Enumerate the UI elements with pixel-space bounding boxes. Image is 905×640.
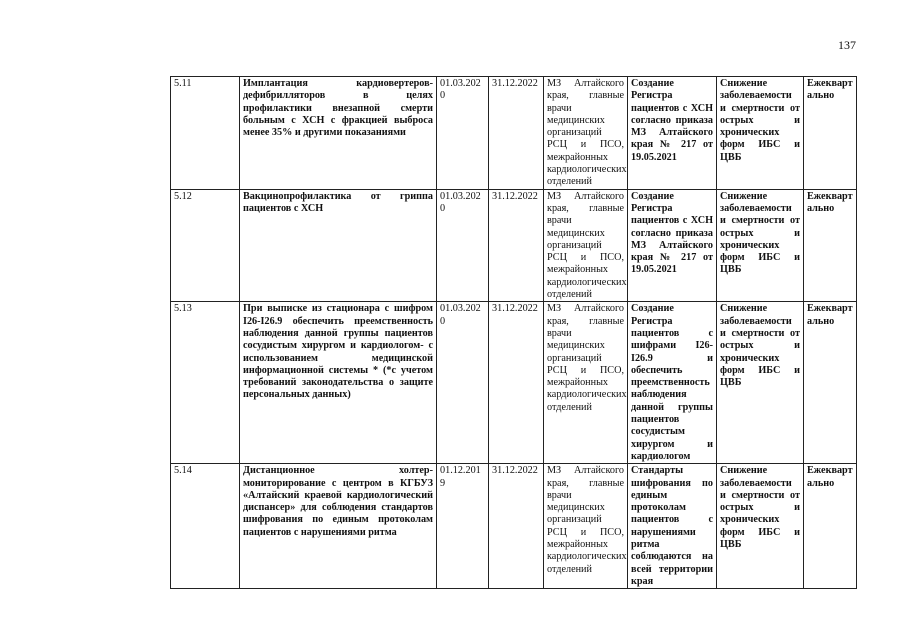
start-date-cell: 01.03.2020 bbox=[437, 77, 489, 190]
row-number: 5.11 bbox=[171, 77, 240, 190]
activity-cell: При выписке из стационара с шифром I26-I26.9 обеспечить преемственность наблюдения данной группы пациентов сосудистым хирургом и кардиологом- с использованием медицинской информационной системы * (*с учетом требований законодательства о защите персональных данных) bbox=[240, 302, 437, 464]
end-date-cell: 31.12.2022 bbox=[489, 464, 544, 589]
responsible-cell: МЗ Алтайского края, главные врачи медицинских организаций РСЦ и ПСО, межрайонных кардиологических отделений bbox=[544, 464, 628, 589]
row-number: 5.13 bbox=[171, 302, 240, 464]
activity-cell: Дистанционное холтер-мониторирование с центром в КГБУЗ «Алтайский краевой кардиологический диспансер» для соблюдения стандартов шифрования по единым протоколам пациентов с нарушениями ритма bbox=[240, 464, 437, 589]
start-date-cell: 01.03.2020 bbox=[437, 189, 489, 302]
end-date-cell: 31.12.2022 bbox=[489, 302, 544, 464]
row-number: 5.14 bbox=[171, 464, 240, 589]
frequency-cell: Ежеквартально bbox=[804, 302, 857, 464]
frequency-cell: Ежеквартально bbox=[804, 464, 857, 589]
activities-table bbox=[170, 76, 857, 589]
indicator-cell: Снижение заболеваемости и смертности от острых и хронических форм ИБС и ЦВБ bbox=[717, 77, 804, 190]
indicator-cell: Снижение заболеваемости и смертности от острых и хронических форм ИБС и ЦВБ bbox=[717, 302, 804, 464]
row-number: 5.12 bbox=[171, 189, 240, 302]
result-cell: Создание Регистра пациентов с ХСН согласно приказа МЗ Алтайского края № 217 от 19.05.2021 bbox=[628, 189, 717, 302]
start-date-cell: 01.12.2019 bbox=[437, 464, 489, 589]
result-cell: Создание Регистра пациентов с ХСН согласно приказа МЗ Алтайского края № 217 от 19.05.2021 bbox=[628, 77, 717, 190]
page-number: 137 bbox=[838, 38, 856, 52]
table-row bbox=[171, 302, 857, 464]
table-row bbox=[171, 189, 857, 302]
result-cell: Стандарты шифрования по единым протоколам пациентов с нарушениями ритма соблюдаются на всей территории края bbox=[628, 464, 717, 589]
indicator-cell: Снижение заболеваемости и смертности от острых и хронических форм ИБС и ЦВБ bbox=[717, 189, 804, 302]
frequency-cell: Ежеквартально bbox=[804, 189, 857, 302]
table-row bbox=[171, 464, 857, 589]
table-row bbox=[171, 77, 857, 190]
frequency-cell: Ежеквартально bbox=[804, 77, 857, 190]
activity-cell: Вакцинопрофилактика от гриппа пациентов с ХСН bbox=[240, 189, 437, 302]
end-date-cell: 31.12.2022 bbox=[489, 77, 544, 190]
activity-cell: Имплантация кардиовертеров-дефибрилляторов в целях профилактики внезапной смерти больным с ХСН с фракцией выброса менее 35% и другими показаниями bbox=[240, 77, 437, 190]
start-date-cell: 01.03.2020 bbox=[437, 302, 489, 464]
end-date-cell: 31.12.2022 bbox=[489, 189, 544, 302]
indicator-cell: Снижение заболеваемости и смертности от острых и хронических форм ИБС и ЦВБ bbox=[717, 464, 804, 589]
responsible-cell: МЗ Алтайского края, главные врачи медицинских организаций РСЦ и ПСО, межрайонных кардиологических отделений bbox=[544, 77, 628, 190]
responsible-cell: МЗ Алтайского края, главные врачи медицинских организаций РСЦ и ПСО, межрайонных кардиологических отделений bbox=[544, 302, 628, 464]
responsible-cell: МЗ Алтайского края, главные врачи медицинских организаций РСЦ и ПСО, межрайонных кардиологических отделений bbox=[544, 189, 628, 302]
result-cell: Создание Регистра пациентов с шифрами I26-I26.9 и обеспечить преемственность наблюдения данной группы пациентов сосудистым хирургом и кардиологом bbox=[628, 302, 717, 464]
